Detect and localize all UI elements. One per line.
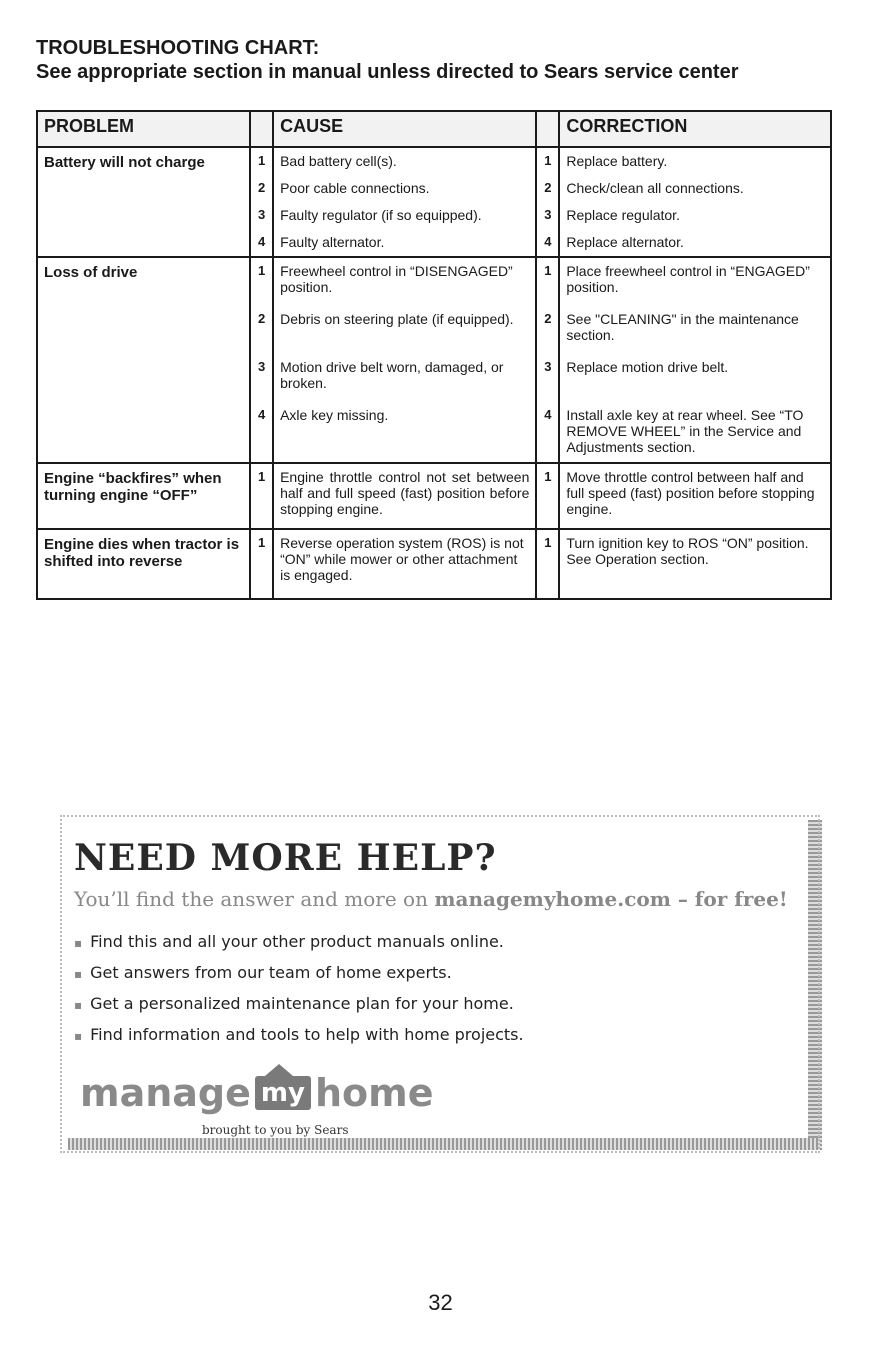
- correction-text: Move throttle control between half and full speed (fast) position before stopping engine.: [566, 469, 815, 517]
- correction-num: 1: [544, 263, 552, 278]
- cause-num: 1: [257, 263, 266, 278]
- title-line-1: TROUBLESHOOTING CHART:: [36, 37, 320, 59]
- list-item: ▪ Get answers from our team of home experts.: [74, 958, 524, 989]
- correction-text: Turn ignition key to ROS “ON” position. See Operation section.: [566, 535, 809, 567]
- cause-num: 2: [257, 180, 266, 195]
- cause-cell: [273, 463, 536, 529]
- correction-num: 4: [544, 234, 552, 249]
- cause-text: Freewheel control in “DISENGAGED” position.: [280, 263, 513, 295]
- cause-num: 3: [257, 359, 266, 374]
- logo-my-house-icon: my: [255, 1076, 311, 1110]
- cause-text: Axle key missing.: [280, 407, 389, 423]
- correction-num: 2: [544, 311, 552, 326]
- correction-cell: [559, 529, 831, 599]
- cause-text: Debris on steering plate (if equipped).: [280, 311, 514, 327]
- cause-text: Reverse operation system (ROS) is not “ON” while mower or other attachment is engaged.: [280, 535, 524, 583]
- header-cause: CAUSE: [273, 111, 536, 147]
- correction-text: See "CLEANING" in the maintenance section.: [566, 311, 799, 343]
- page-number: 32: [428, 1290, 453, 1315]
- list-item: ▪ Find this and all your other product manuals online.: [74, 927, 524, 958]
- correction-num: 1: [544, 153, 552, 168]
- table-row: [37, 147, 831, 257]
- correction-text: Place freewheel control in “ENGAGED” position.: [566, 263, 810, 295]
- cause-cell: [273, 257, 536, 463]
- problem-cell: Loss of drive: [37, 257, 250, 463]
- managemyhome-logo: [80, 1069, 434, 1117]
- help-promo-box: [60, 815, 820, 1153]
- correction-num: 4: [544, 407, 552, 422]
- logo-tagline: brought to you by Sears: [202, 1123, 349, 1137]
- correction-text: Replace regulator.: [566, 207, 680, 223]
- list-item: ▪ Get a personalized maintenance plan for your home.: [74, 989, 524, 1020]
- cause-cell: [273, 147, 536, 257]
- correction-num: 2: [544, 180, 552, 195]
- cause-text: Bad battery cell(s).: [280, 153, 397, 169]
- cause-text: Faulty regulator (if so equipped).: [280, 207, 482, 223]
- header-correction: CORRECTION: [559, 111, 831, 147]
- cause-number-cell: [250, 529, 273, 599]
- correction-num: 3: [544, 207, 552, 222]
- correction-text: Check/clean all connections.: [566, 180, 744, 196]
- cause-num: 1: [257, 535, 266, 550]
- correction-num: 1: [544, 469, 552, 484]
- cause-number-cell: [250, 463, 273, 529]
- correction-number-cell: [536, 529, 559, 599]
- correction-cell: [559, 147, 831, 257]
- cause-text: Motion drive belt worn, damaged, or broken.: [280, 359, 504, 391]
- table-row: [37, 257, 831, 463]
- chart-title: [36, 36, 856, 84]
- list-item: ▪ Find information and tools to help with home projects.: [74, 1020, 524, 1051]
- correction-text: Replace motion drive belt.: [566, 359, 729, 375]
- correction-text: Replace battery.: [566, 153, 668, 169]
- cause-number-cell: [250, 257, 273, 463]
- cause-num: 4: [257, 407, 266, 422]
- title-line-2: See appropriate section in manual unless directed to Sears service center: [36, 61, 739, 83]
- logo-home: home: [314, 1071, 434, 1115]
- correction-number-cell: [536, 463, 559, 529]
- promo-subtitle-text: You’ll find the answer and more on: [74, 887, 435, 911]
- cause-num: 1: [257, 469, 266, 484]
- table-header-row: [37, 111, 831, 147]
- table-row: [37, 529, 831, 599]
- correction-num: 3: [544, 359, 552, 374]
- correction-cell: [559, 257, 831, 463]
- cause-num: 2: [257, 311, 266, 326]
- correction-text: Replace alternator.: [566, 234, 684, 250]
- problem-cell: Engine “backfires” when turning engine “OFF”: [37, 463, 250, 529]
- cause-num: 4: [257, 234, 266, 249]
- cause-text: Poor cable connections.: [280, 180, 430, 196]
- promo-subtitle: [74, 887, 814, 911]
- cause-num: 1: [257, 153, 266, 168]
- correction-cell: [559, 463, 831, 529]
- correction-text: Install axle key at rear wheel. See “TO REMOVE WHEEL” in the Service and Adjustments section.: [566, 407, 804, 455]
- correction-number-cell: [536, 257, 559, 463]
- cause-text: Engine throttle control not set between half and full speed (fast) position before stopping engine.: [280, 469, 530, 517]
- problem-cell: Engine dies when tractor is shifted into reverse: [37, 529, 250, 599]
- logo-manage: manage: [80, 1071, 251, 1115]
- cause-num: 3: [257, 207, 266, 222]
- cause-text: Faulty alternator.: [280, 234, 385, 250]
- table-row: [37, 463, 831, 529]
- correction-number-cell: [536, 147, 559, 257]
- header-correction-num: [536, 111, 559, 147]
- troubleshooting-table: [36, 110, 832, 600]
- promo-site-link: managemyhome.com – for free!: [434, 887, 788, 911]
- correction-num: 1: [544, 535, 552, 550]
- problem-cell: Battery will not charge: [37, 147, 250, 257]
- cause-number-cell: [250, 147, 273, 257]
- header-cause-num: [250, 111, 273, 147]
- promo-heading: NEED MORE HELP?: [74, 837, 497, 879]
- cause-cell: [273, 529, 536, 599]
- header-problem: PROBLEM: [37, 111, 250, 147]
- promo-bullet-list: [74, 927, 524, 1051]
